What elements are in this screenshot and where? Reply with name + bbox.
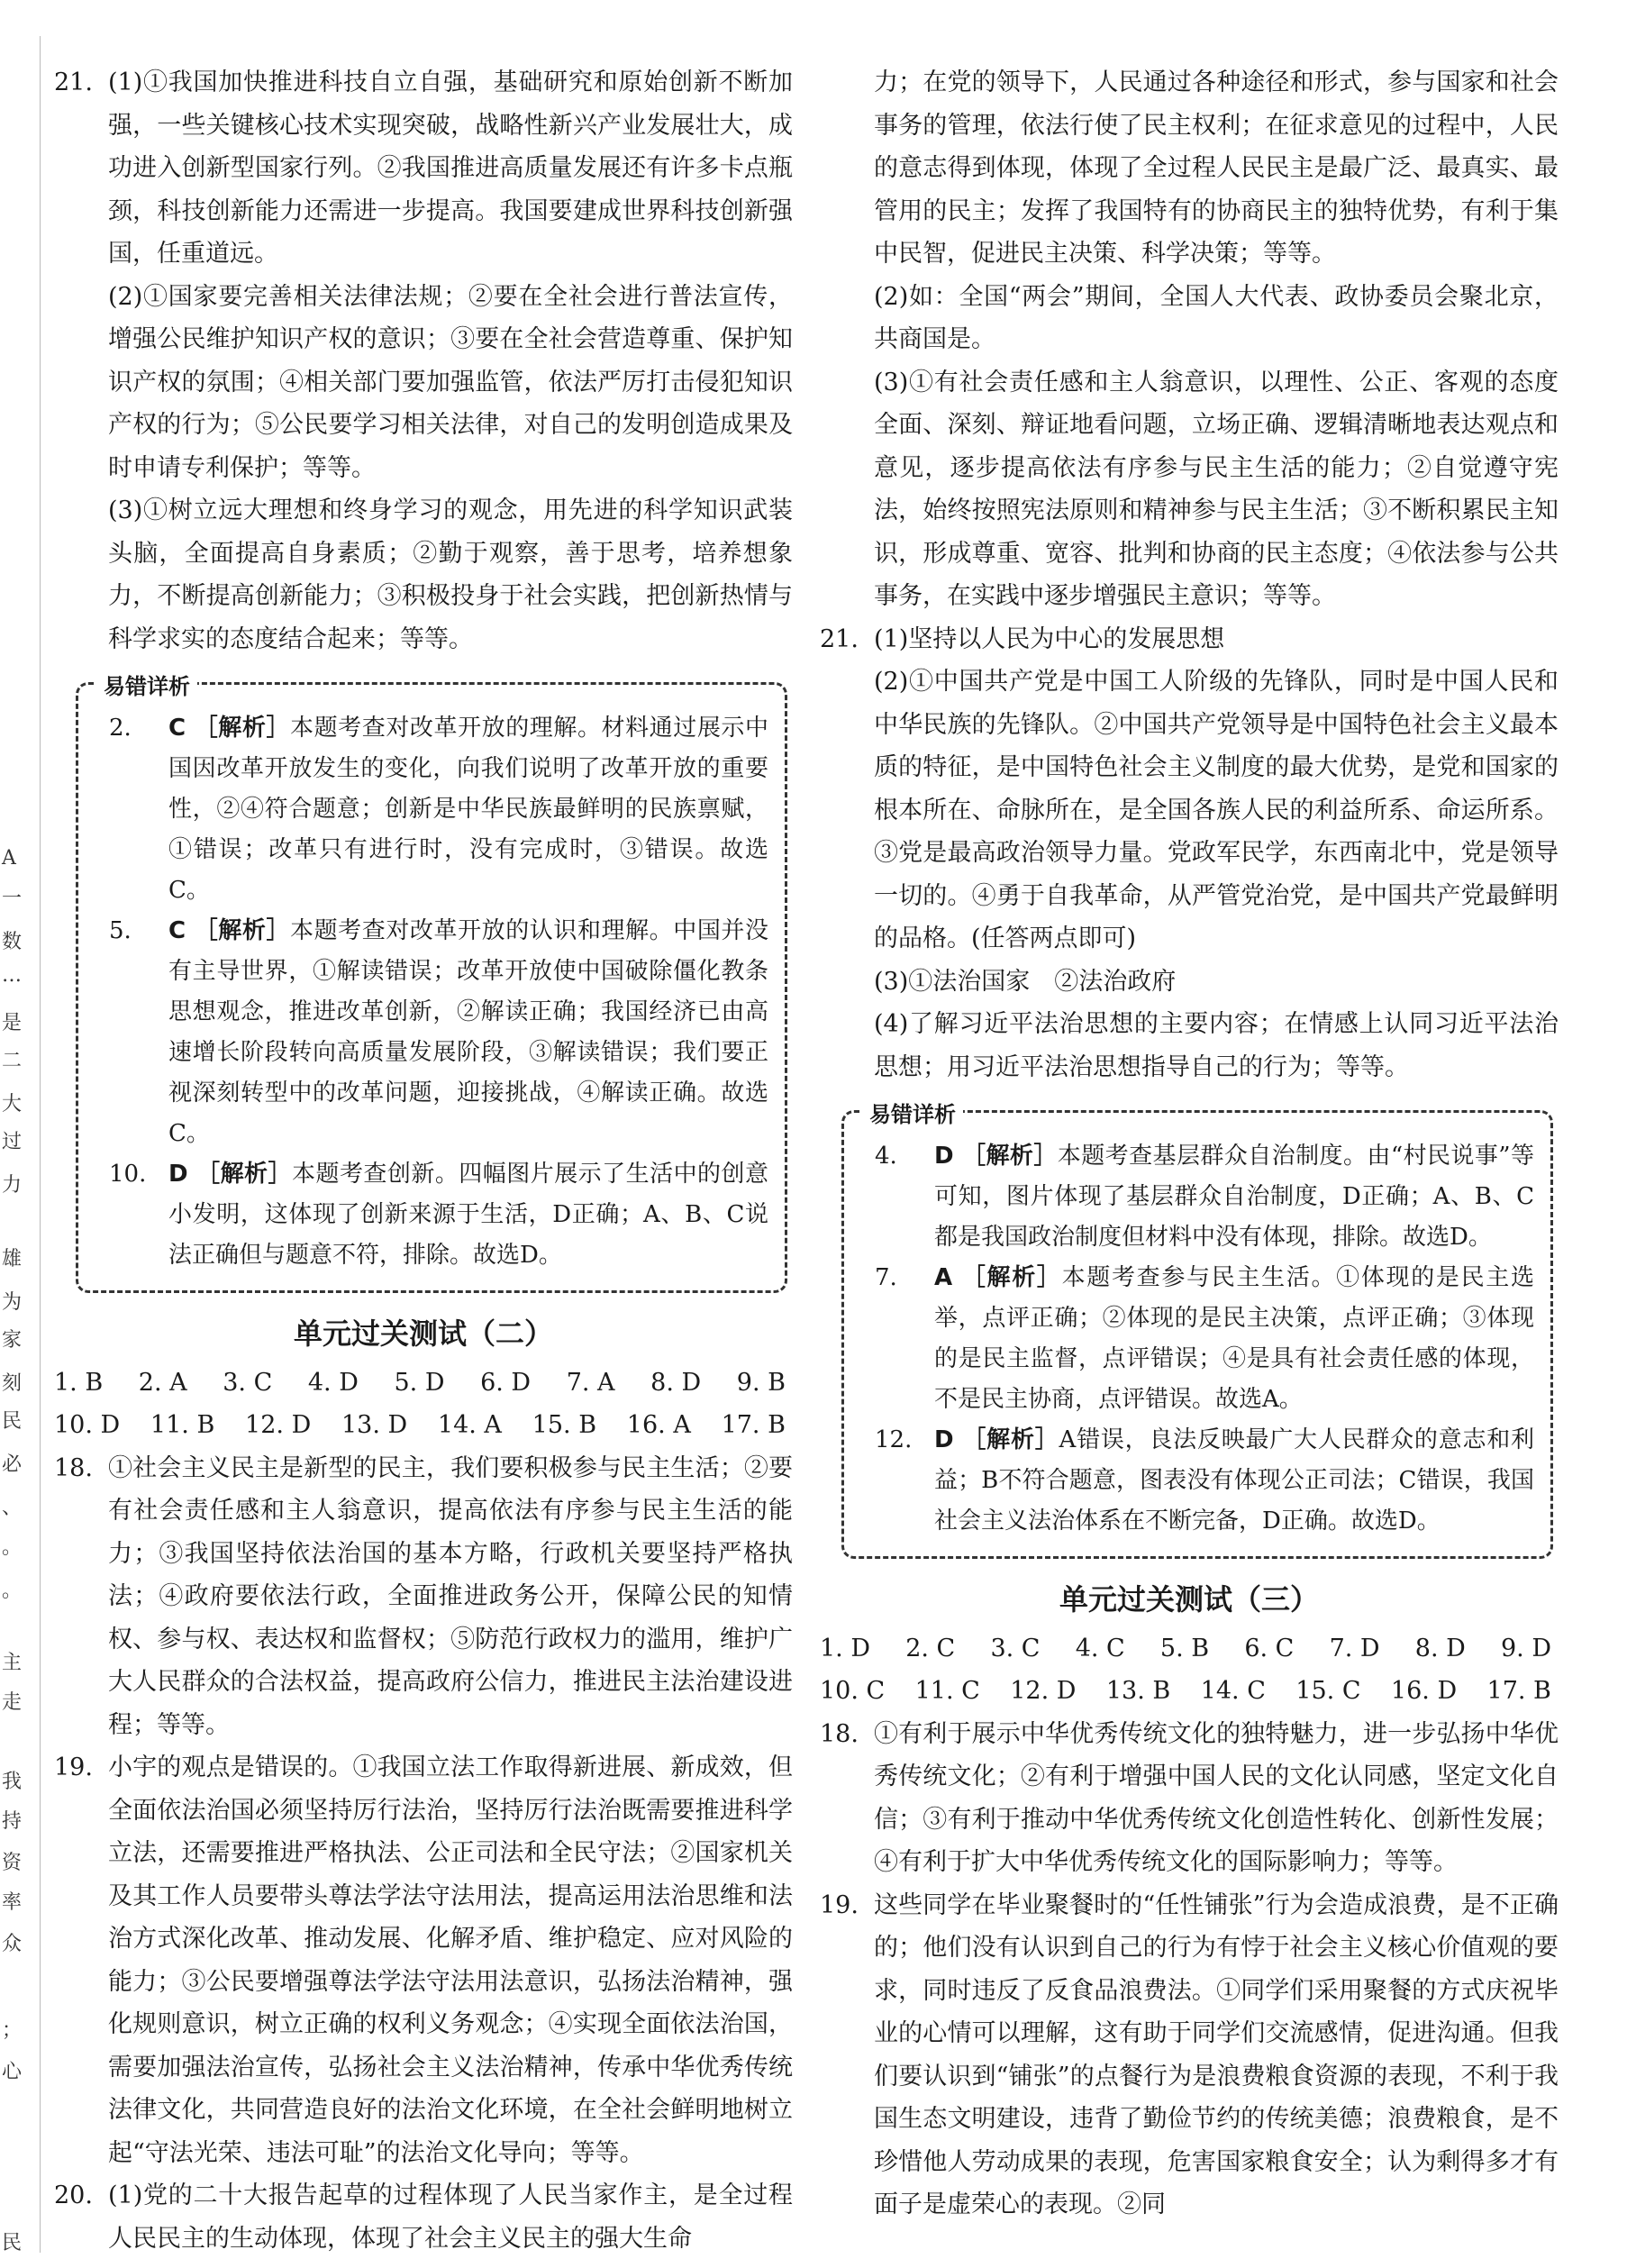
question-number: 21.	[54, 68, 93, 96]
question-20-continued: 力；在党的领导下，人民通过各种途径和形式，参与国家和社会事务的管理，依法行使了民主权利；在征求意见的过程中，人民的意志得到体现，体现了全过程人民民主是最广泛、最真实、最管用的民主；发挥了我国特有的协商民主的独特优势，有利于集中民智，促进民主决策、科学决策；等等。	[874, 68, 1559, 268]
margin-char: 持	[2, 1810, 23, 1833]
margin-char: 刻	[2, 1372, 23, 1395]
answer-text: (1)党的二十大报告起草的过程体现了人民当家作主，是全过程人民民主的生动体现，体现了社会主义民主的强大生命	[108, 2181, 793, 2253]
margin-char: …	[2, 964, 22, 987]
answer: 4. C	[1075, 1634, 1125, 1662]
item-number: 5.	[109, 917, 132, 944]
margin-char: ；	[2, 2019, 23, 2042]
answer-part-2: (2)①国家要完善相关法律法规；②要在全社会进行普法宣传，增强公民维护知识产权的意识；③要在全社会营造尊重、保护知识产权的氛围；④相关部门要加强监管，依法严厉打击侵犯知识产权的行为；⑤公民要学习相关法律，对自己的发明创造成果及时申请专利保护；等等。	[108, 282, 793, 482]
question-20-part-2: (2)如：全国“两会”期间，全国人大代表、政协委员会聚北京，共商国是。	[874, 282, 1559, 353]
answer: 7. A	[566, 1368, 615, 1397]
answer: 7. D	[1329, 1634, 1380, 1662]
question-number: 19.	[820, 1890, 859, 1919]
analysis-text: 本题考查创新。四幅图片展示了生活中的创意小发明，这体现了创新来源于生活，D正确；A、B、C说法正确但与题意不符，排除。故选D。	[168, 1161, 768, 1269]
answer-part-4: (4)了解习近平法治思想的主要内容；在情感上认同习近平法治思想；用习近平法治思想指导自己的行为；等等。	[874, 1010, 1559, 1081]
question-number: 18.	[820, 1719, 859, 1748]
answer-text: 这些同学在毕业聚餐时的“任性铺张”行为会造成浪费，是不正确的；他们没有认识到自己的行为有悖于社会主义核心价值观的要求，同时违反了反食品浪费法。①同学们采用聚餐的方式庆祝毕业的心情可以理解，这有助于同学们交流感情，促进沟通。但我们要认识到“铺张”的点餐行为是浪费粮食资源的表现，不利于我国生态文明建设，违背了勤俭节约的传统美德；浪费粮食，是不珍惜他人劳动成果的表现，危害国家粮食安全；认为剩得多才有面子是虚荣心的表现。②同	[874, 1890, 1559, 2218]
margin-divider	[40, 36, 41, 2253]
left-column	[54, 61, 793, 2260]
answer: 12. D	[1010, 1677, 1077, 1705]
margin-char: 过	[2, 1131, 23, 1153]
answer: 13. B	[1105, 1677, 1171, 1705]
margin-char: 是	[2, 1012, 23, 1034]
analysis-text: 本题考查参与民主生活。①体现的是民主选举，点评正确；②体现的是民主决策，点评正确；③体现的是民主监督，点评错误；④是具有社会责任感的体现，不是民主协商，点评错误。故选A。	[934, 1264, 1534, 1413]
margin-char: 家	[2, 1329, 23, 1352]
answer: 9. D	[1501, 1634, 1551, 1662]
answer-tag: A ［解析］	[934, 1264, 1062, 1291]
question-number: 18.	[54, 1453, 93, 1482]
analysis-item	[96, 708, 768, 911]
analysis-text: 本题考查基层群众自治制度。由“村民说事”等可知，图片体现了基层群众自治制度，D正确；A、B、C都是我国政治制度但材料中没有体现，排除。故选D。	[934, 1143, 1534, 1251]
item-number: 10.	[109, 1161, 147, 1188]
analysis-item	[96, 911, 768, 1154]
margin-char: A	[2, 847, 16, 870]
item-number: 2.	[109, 715, 132, 742]
analysis-item	[862, 1136, 1534, 1258]
answer: 8. D	[1414, 1634, 1466, 1662]
analysis-item	[862, 1420, 1534, 1542]
answer-part-1: (1)坚持以人民为中心的发展思想	[874, 624, 1225, 653]
answer: 17. B	[1486, 1677, 1551, 1705]
margin-char: 二	[2, 1050, 23, 1072]
question-20-answer	[54, 2174, 793, 2260]
answer-tag: D ［解析］	[168, 1161, 292, 1188]
box-title: 易错详析	[96, 667, 197, 707]
margin-char: 心	[2, 2061, 23, 2083]
question-18-answer	[820, 1713, 1559, 1884]
margin-char: 我	[2, 1771, 23, 1793]
error-analysis-box	[841, 1102, 1553, 1559]
error-analysis-box	[76, 674, 787, 1293]
answer-row-2	[820, 1670, 1559, 1713]
answer: 4. D	[307, 1368, 359, 1397]
margin-char: 一	[2, 888, 23, 910]
left-margin-strip	[0, 54, 23, 2254]
margin-char: 、	[2, 1497, 23, 1519]
answer-part-3: (3)①树立远大理想和终身学习的观念，用先进的科学知识武装头脑，全面提高自身素质；②勤于观察，善于思考，培养想象力，不断提高创新能力；③积极投身于社会实践，把创新热情与科学求实的态度结合起来；等等。	[108, 496, 793, 653]
answer: 13. D	[341, 1411, 408, 1439]
answer: 5. D	[394, 1368, 445, 1397]
answer: 16. D	[1390, 1677, 1458, 1705]
question-21-answer	[54, 61, 793, 276]
answer-tag: D ［解析］	[934, 1426, 1059, 1453]
question-19-answer	[820, 1884, 1559, 2227]
answer: 6. D	[480, 1368, 532, 1397]
answer-tag: C ［解析］	[168, 917, 291, 944]
item-number: 12.	[875, 1426, 913, 1453]
answer: 8. D	[650, 1368, 702, 1397]
question-18-answer	[54, 1447, 793, 1747]
analysis-text: 本题考查对改革开放的认识和理解。中国并没有主导世界，①解读错误；改革开放使中国破除僵化教条思想观念，推进改革创新，②解读正确；我国经济已由高速增长阶段转向高质量发展阶段，③解读错误；我们要正视深刻转型中的改革问题，迎接挑战，④解读正确。故选C。	[168, 917, 768, 1147]
answer-part-3: (3)①法治国家 ②法治政府	[874, 967, 1177, 996]
unit-test-3-title: 单元过关测试（三）	[1059, 1582, 1319, 1617]
margin-char: 力	[2, 1174, 23, 1197]
answer: 12. D	[245, 1411, 312, 1439]
answer-text: 小宇的观点是错误的。①我国立法工作取得新进展、新成效，但全面依法治国必须坚持厉行法治，坚持厉行法治既需要推进科学立法，还需要推进严格执法、公正司法和全民守法；②国家机关及其工作人员要带头尊法学法守法用法，提高运用法治思维和法治方式深化改革、推动发展、化解矛盾、维护稳定、应对风险的能力；③公民要增强尊法学法守法用法意识，弘扬法治精神，强化规则意识，树立正确的权利义务观念；④实现全面依法治国，需要加强法治宣传，弘扬社会主义法治精神，传承中华优秀传统法律文化，共同营造良好的法治文化环境，在全社会鲜明地树立起“守法光荣、违法可耻”的法治文化导向；等等。	[108, 1753, 793, 2167]
answer-row-1	[54, 1362, 793, 1405]
margin-char: 主	[2, 1652, 23, 1674]
answer-row-2	[54, 1404, 793, 1447]
answer-tag: C ［解析］	[168, 715, 291, 742]
margin-char: 数	[2, 931, 23, 953]
unit-test-2-title: 单元过关测试（二）	[293, 1316, 553, 1351]
answer: 11. C	[914, 1677, 980, 1705]
margin-char: 民	[2, 1410, 23, 1433]
answer: 17. B	[721, 1411, 786, 1439]
answer: 16. A	[626, 1411, 691, 1439]
answer: 2. A	[138, 1368, 187, 1397]
box-title: 易错详析	[862, 1095, 963, 1135]
analysis-item	[96, 1154, 768, 1276]
question-number: 19.	[54, 1753, 93, 1781]
question-19-answer	[54, 1746, 793, 2174]
answer: 3. C	[990, 1634, 1041, 1662]
margin-char: 。	[2, 1580, 23, 1602]
margin-char: 为	[2, 1291, 23, 1314]
analysis-text: A错误，良法反映最广大人民群众的意志和利益；B不符合题意，图表没有体现公正司法；C错误，我国社会主义法治体系在不断完备，D正确。故选D。	[934, 1426, 1535, 1535]
item-number: 7.	[875, 1264, 897, 1291]
answer-row-1	[820, 1627, 1559, 1671]
margin-char: 大	[2, 1093, 23, 1116]
answer: 5. B	[1159, 1634, 1210, 1662]
answer: 1. D	[820, 1634, 870, 1662]
answer-part-2: (2)①中国共产党是中国工人阶级的先锋队，同时是中国人民和中华民族的先锋队。②中国共产党领导是中国特色社会主义最本质的特征，是中国特色社会主义制度的最大优势，是党和国家的根本所在、命脉所在，是全国各族人民的利益所系、命运所系。③党是最高政治领导力量。党政军民学，东西南北中，党是领导一切的。④勇于自我革命，从严管党治党，是中国共产党最鲜明的品格。(任答两点即可)	[874, 668, 1559, 952]
answer: 14. C	[1200, 1677, 1266, 1705]
answer-part-1: (1)①我国加快推进科技自立自强，基础研究和原始创新不断加强，一些关键核心技术实现突破，战略性新兴产业发展壮大，成功进入创新型国家行列。②我国推进高质量发展还有许多卡点瓶颈，科技创新能力还需进一步提高。我国要建成世界科技创新强国，任重道远。	[108, 68, 793, 268]
answer: 11. B	[150, 1411, 215, 1439]
question-20-part-3: (3)①有社会责任感和主人翁意识，以理性、公正、客观的态度全面、深刻、辩证地看问题，立场正确、逻辑清晰地表达观点和意见，逐步提高依法有序参与民主生活的能力；②自觉遵守宪法，始终按照宪法原则和精神参与民主生活；③不断积累民主知识，形成尊重、宽容、批判和协商的民主态度；④依法参与公共事务，在实践中逐步增强民主意识；等等。	[874, 368, 1559, 610]
answer: 15. C	[1295, 1677, 1361, 1705]
margin-char: 众	[2, 1933, 23, 1955]
answer-tag: D ［解析］	[934, 1143, 1058, 1170]
question-number: 21.	[820, 624, 859, 653]
answer: 2. C	[905, 1634, 956, 1662]
margin-char: 。	[2, 1536, 23, 1559]
answer: 10. C	[820, 1677, 886, 1705]
question-number: 20.	[54, 2181, 93, 2209]
answer: 14. A	[437, 1411, 502, 1439]
question-21-answer	[820, 618, 1559, 661]
answer-text: ①有利于展示中华优秀传统文化的独特魅力，进一步弘扬中华优秀传统文化；②有利于增强中国人民的文化认同感，坚定文化自信；③有利于推动中华优秀传统文化创造性转化、创新性发展；④有利于扩大中华优秀传统文化的国际影响力；等等。	[874, 1719, 1559, 1876]
answer: 3. C	[223, 1368, 273, 1397]
margin-char: 民	[2, 2232, 23, 2254]
answer: 10. D	[54, 1411, 121, 1439]
margin-char: 资	[2, 1852, 23, 1874]
answer-text: ①社会主义民主是新型的民主，我们要积极参与民主生活；②要有社会责任感和主人翁意识，提高依法有序参与民主生活的能力；③我国坚持依法治国的基本方略，行政机关要坚持严格执法；④政府要依法行政，全面推进政务公开，保障公民的知情权、参与权、表达权和监督权；⑤防范行政权力的滥用，维护广大人民群众的合法权益，提高政府公信力，推进民主法治建设进程；等等。	[108, 1453, 793, 1739]
answer: 15. B	[532, 1411, 597, 1439]
margin-char: 走	[2, 1691, 23, 1714]
right-column	[820, 61, 1559, 2227]
analysis-item	[862, 1258, 1534, 1420]
analysis-text: 本题考查对改革开放的理解。材料通过展示中国因改革开放发生的变化，向我们说明了改革开放的重要性，②④符合题意；创新是中华民族最鲜明的民族禀赋，①错误；改革只有进行时，没有完成时，③错误。故选C。	[168, 715, 768, 904]
margin-char: 雄	[2, 1248, 23, 1271]
answer: 1. B	[54, 1368, 104, 1397]
answer: 6. C	[1244, 1634, 1295, 1662]
answer: 9. B	[736, 1368, 786, 1397]
margin-char: 必	[2, 1453, 23, 1476]
margin-char: 率	[2, 1891, 23, 1914]
item-number: 4.	[875, 1143, 897, 1170]
